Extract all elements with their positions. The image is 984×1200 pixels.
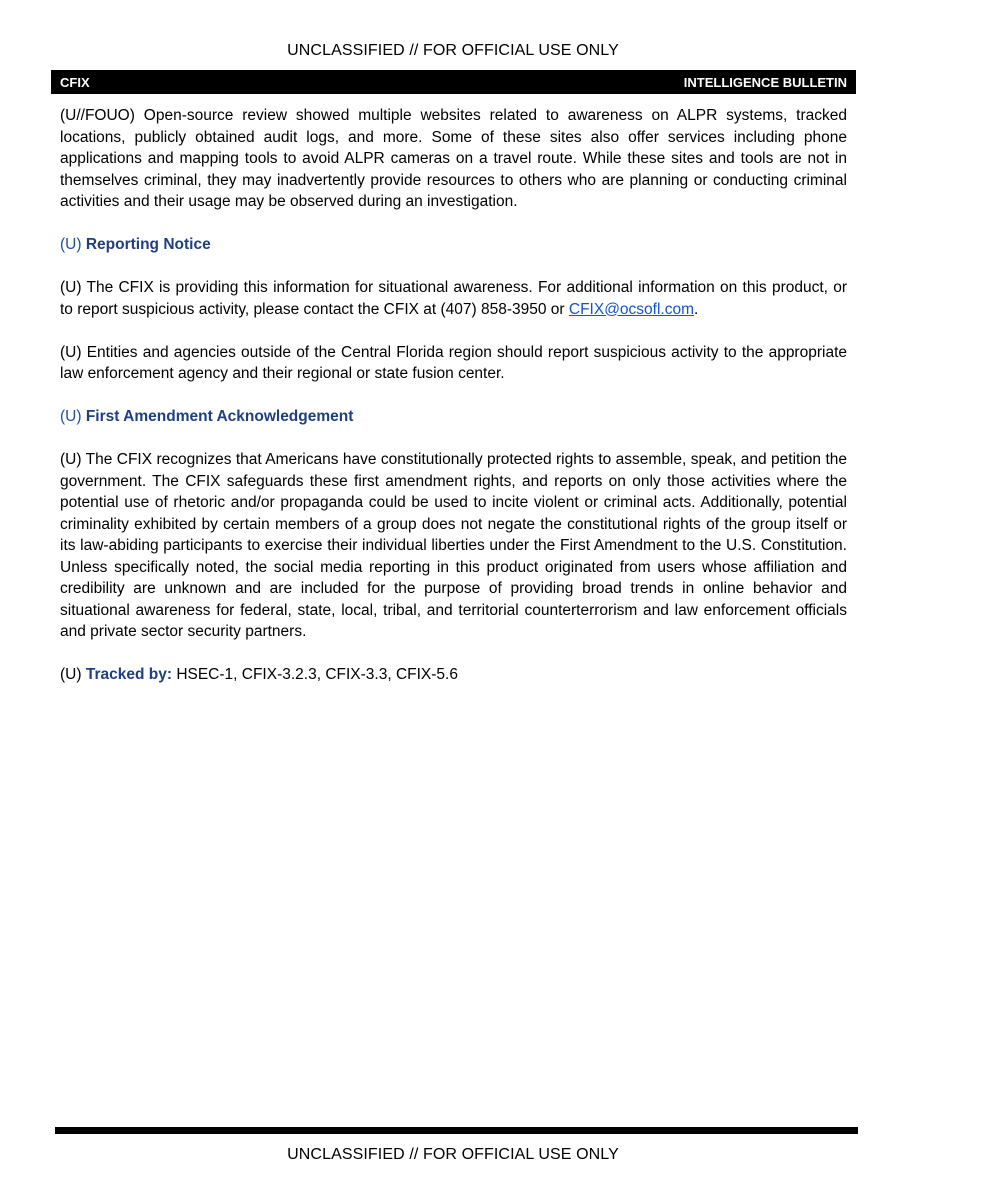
cfix-email-link[interactable]: CFIX@ocsofl.com xyxy=(568,300,695,318)
reporting-notice-heading xyxy=(60,234,847,256)
bulletin-body xyxy=(60,105,847,686)
tracked-by-line xyxy=(60,664,847,686)
reporting-notice-period: . xyxy=(694,300,699,318)
reporting-notice-paragraph-1 xyxy=(60,277,847,320)
bulletin-header-bar xyxy=(51,70,856,94)
reporting-notice-text: (U) The CFIX is providing this information for situational awareness. For additional information on this product, or to report suspicious activity, please contact the CFIX at (407) 858-3950 or xyxy=(60,279,847,318)
tracked-by-marking: (U) xyxy=(60,666,82,683)
tracked-by-label: Tracked by: xyxy=(85,666,172,683)
header-doc-type: INTELLIGENCE BULLETIN xyxy=(683,74,847,90)
tracked-by-value: HSEC-1, CFIX-3.2.3, CFIX-3.3, CFIX-5.6 xyxy=(176,666,458,683)
reporting-notice-paragraph-2: (U) Entities and agencies outside of the Central Florida region should report suspicious activity to the appropriate law enforcement agency and their regional or state fusion center. xyxy=(60,343,847,382)
first-amendment-paragraph: (U) The CFIX recognizes that Americans have constitutionally protected rights to assemble, speak, and petition the government. The CFIX safeguards these first amendment rights, and reports on only those activities where the potential use of rhetoric and/or propaganda could be used to incite violent or criminal acts. Additionally, potential criminality exhibited by certain members of a group does not negate the constitutional rights of the group itself or its law-abiding participants to exercise their individual liberties under the First Amendment to the U.S. Constitution. Unless specifically noted, the social media reporting in this product originated from users whose affiliation and credibility are unknown and are included for the purpose of providing broad trends in online behavior and situational awareness for federal, state, local, tribal, and territorial counterterrorism and law enforcement officials and private sector security partners. xyxy=(60,451,847,640)
first-amendment-title: First Amendment Acknowledgement xyxy=(85,408,354,425)
reporting-notice-title: Reporting Notice xyxy=(85,236,211,253)
classification-banner-bottom: UNCLASSIFIED // FOR OFFICIAL USE ONLY xyxy=(287,1146,619,1163)
header-org-label: CFIX xyxy=(60,74,90,90)
footer-rule xyxy=(55,1127,858,1134)
first-amendment-heading xyxy=(60,406,847,428)
reporting-notice-marking: (U) xyxy=(60,236,82,253)
classification-banner-top: UNCLASSIFIED // FOR OFFICIAL USE ONLY xyxy=(287,42,619,59)
first-amendment-marking: (U) xyxy=(60,408,82,425)
alpr-paragraph: (U//FOUO) Open-source review showed multiple websites related to awareness on ALPR systems, tracked locations, publicly obtained audit logs, and more. Some of these sites also offer services including phone applications and mapping tools to avoid ALPR cameras on a travel route. While these sites and tools are not in themselves criminal, they may inadvertently provide resources to others who are planning or conducting criminal activities and their usage may be observed during an investigation. xyxy=(60,107,847,210)
